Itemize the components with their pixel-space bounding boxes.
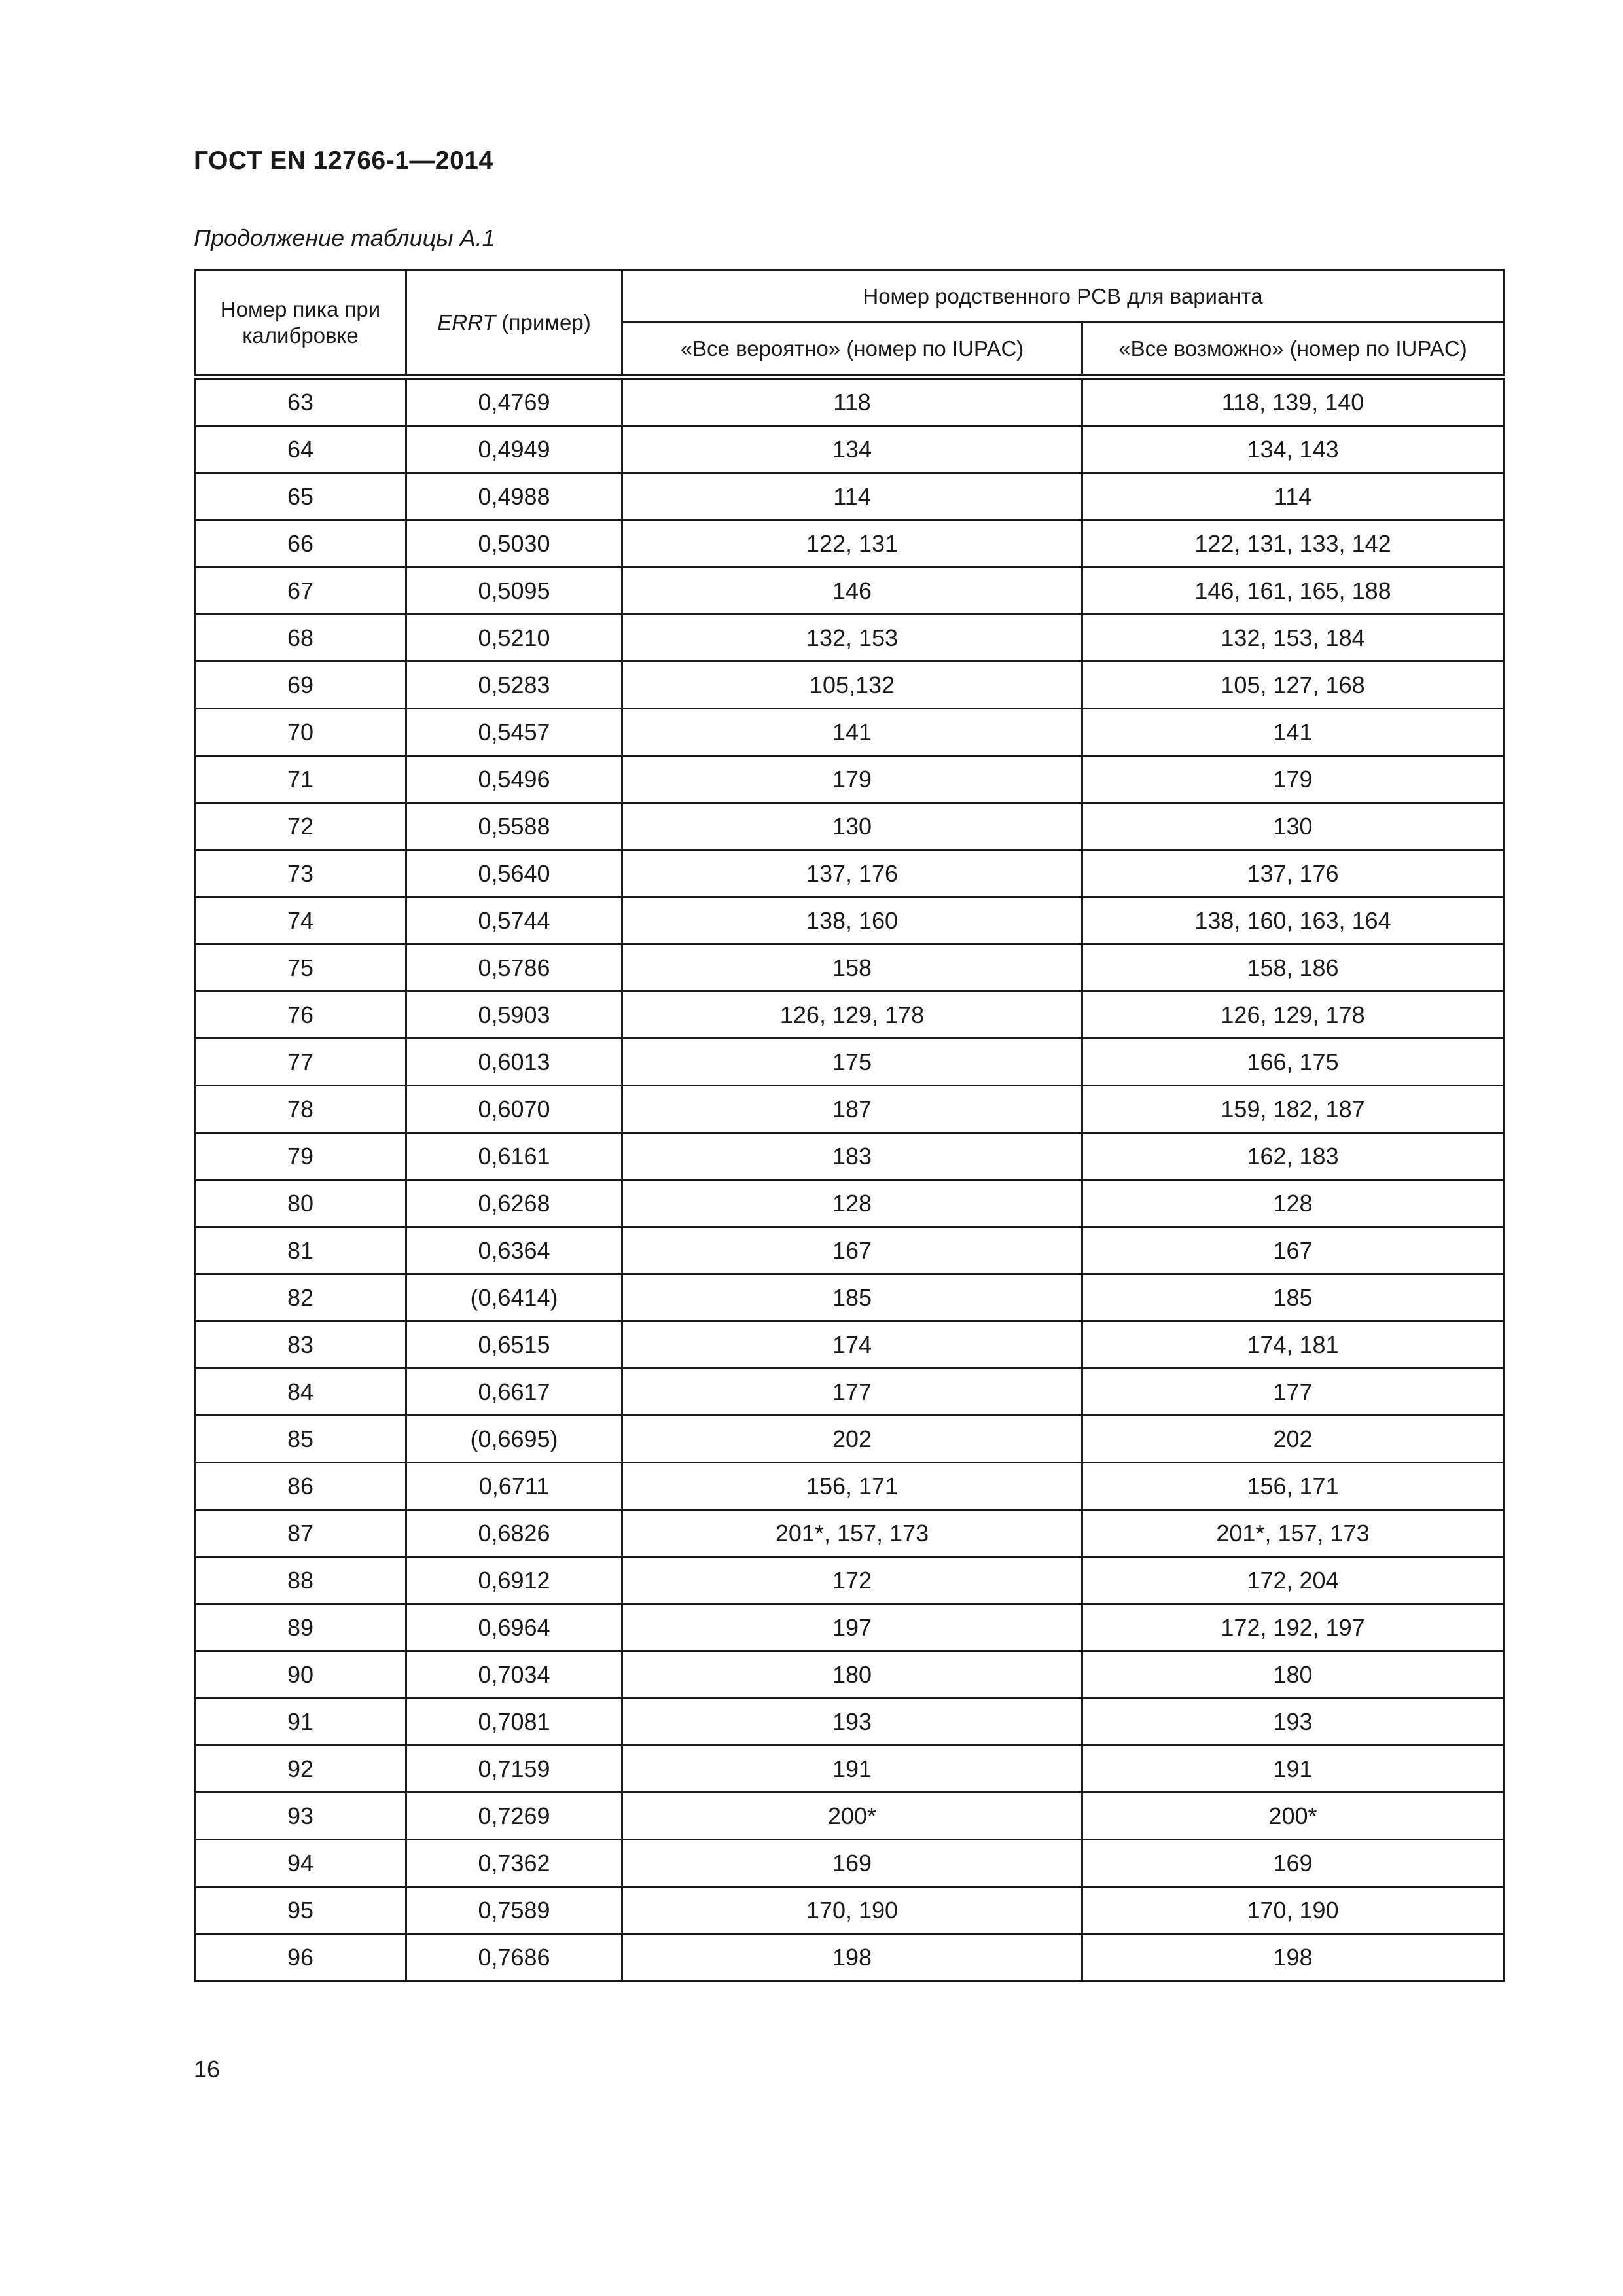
cell-all-probable: 179	[622, 756, 1082, 803]
cell-errt: 0,6711	[406, 1463, 622, 1510]
table-row	[195, 756, 1504, 803]
table-row	[195, 1180, 1504, 1227]
cell-all-possible: 166, 175	[1082, 1039, 1504, 1086]
cell-all-possible: 105, 127, 168	[1082, 662, 1504, 709]
cell-errt: (0,6695)	[406, 1416, 622, 1463]
cell-errt: 0,4769	[406, 377, 622, 426]
cell-errt: 0,5210	[406, 615, 622, 662]
cell-peak-number: 84	[195, 1369, 406, 1416]
cell-peak-number: 72	[195, 803, 406, 850]
table-row	[195, 850, 1504, 897]
cell-peak-number: 89	[195, 1604, 406, 1651]
table-row	[195, 1698, 1504, 1746]
cell-all-probable: 126, 129, 178	[622, 992, 1082, 1039]
table-row	[195, 1133, 1504, 1180]
cell-all-possible: 170, 190	[1082, 1887, 1504, 1934]
cell-all-probable: 197	[622, 1604, 1082, 1651]
cell-errt: 0,5640	[406, 850, 622, 897]
cell-all-possible: 200*	[1082, 1793, 1504, 1840]
table-row	[195, 1793, 1504, 1840]
cell-errt: 0,5903	[406, 992, 622, 1039]
page-number: 16	[194, 2056, 221, 2083]
cell-peak-number: 94	[195, 1840, 406, 1887]
document-header: ГОСТ EN 12766-1—2014	[194, 147, 493, 175]
cell-peak-number: 63	[195, 377, 406, 426]
table-row	[195, 1039, 1504, 1086]
table-row	[195, 1557, 1504, 1604]
table-row	[195, 1463, 1504, 1510]
cell-all-probable: 105,132	[622, 662, 1082, 709]
cell-errt: 0,6826	[406, 1510, 622, 1557]
cell-all-probable: 169	[622, 1840, 1082, 1887]
cell-all-probable: 170, 190	[622, 1887, 1082, 1934]
table-row	[195, 662, 1504, 709]
cell-all-probable: 138, 160	[622, 897, 1082, 944]
cell-all-possible: 138, 160, 163, 164	[1082, 897, 1504, 944]
cell-all-probable: 167	[622, 1227, 1082, 1274]
cell-all-possible: 179	[1082, 756, 1504, 803]
cell-all-possible: 132, 153, 184	[1082, 615, 1504, 662]
cell-all-probable: 191	[622, 1746, 1082, 1793]
cell-all-possible: 174, 181	[1082, 1321, 1504, 1369]
cell-errt: 0,6268	[406, 1180, 622, 1227]
cell-peak-number: 68	[195, 615, 406, 662]
table-row	[195, 803, 1504, 850]
cell-all-possible: 141	[1082, 709, 1504, 756]
cell-peak-number: 83	[195, 1321, 406, 1369]
cell-all-probable: 201*, 157, 173	[622, 1510, 1082, 1557]
cell-errt: 0,7034	[406, 1651, 622, 1698]
header-errt-note: (пример)	[495, 310, 591, 334]
cell-all-possible: 180	[1082, 1651, 1504, 1698]
cell-all-possible: 158, 186	[1082, 944, 1504, 992]
table-row	[195, 1604, 1504, 1651]
cell-all-possible: 177	[1082, 1369, 1504, 1416]
cell-peak-number: 93	[195, 1793, 406, 1840]
cell-errt: 0,6617	[406, 1369, 622, 1416]
cell-errt: 0,6964	[406, 1604, 622, 1651]
cell-all-possible: 134, 143	[1082, 426, 1504, 473]
cell-peak-number: 65	[195, 473, 406, 520]
cell-all-probable: 177	[622, 1369, 1082, 1416]
cell-peak-number: 64	[195, 426, 406, 473]
header-all-probable: «Все вероятно» (номер по IUPAC)	[622, 323, 1082, 377]
header-peak-number: Номер пика при калибровке	[195, 270, 406, 377]
cell-all-possible: 137, 176	[1082, 850, 1504, 897]
cell-all-probable: 137, 176	[622, 850, 1082, 897]
table-row	[195, 897, 1504, 944]
table-row	[195, 377, 1504, 426]
header-all-possible: «Все возможно» (номер по IUPAC)	[1082, 323, 1504, 377]
cell-all-probable: 175	[622, 1039, 1082, 1086]
table-row	[195, 1274, 1504, 1321]
cell-errt: (0,6414)	[406, 1274, 622, 1321]
cell-errt: 0,7589	[406, 1887, 622, 1934]
cell-all-probable: 156, 171	[622, 1463, 1082, 1510]
cell-all-possible: 169	[1082, 1840, 1504, 1887]
cell-errt: 0,7081	[406, 1698, 622, 1746]
table-row	[195, 1321, 1504, 1369]
cell-peak-number: 75	[195, 944, 406, 992]
cell-peak-number: 85	[195, 1416, 406, 1463]
cell-peak-number: 71	[195, 756, 406, 803]
cell-peak-number: 88	[195, 1557, 406, 1604]
table-row	[195, 1227, 1504, 1274]
cell-peak-number: 76	[195, 992, 406, 1039]
cell-all-probable: 183	[622, 1133, 1082, 1180]
cell-all-probable: 180	[622, 1651, 1082, 1698]
table-row	[195, 1651, 1504, 1698]
cell-all-possible: 159, 182, 187	[1082, 1086, 1504, 1133]
cell-errt: 0,7362	[406, 1840, 622, 1887]
table-row	[195, 520, 1504, 567]
cell-all-possible: 202	[1082, 1416, 1504, 1463]
cell-peak-number: 92	[195, 1746, 406, 1793]
cell-errt: 0,4988	[406, 473, 622, 520]
cell-all-possible: 191	[1082, 1746, 1504, 1793]
table-row	[195, 1086, 1504, 1133]
cell-all-possible: 126, 129, 178	[1082, 992, 1504, 1039]
table-row	[195, 426, 1504, 473]
cell-peak-number: 74	[195, 897, 406, 944]
cell-all-possible: 193	[1082, 1698, 1504, 1746]
header-errt	[406, 270, 622, 377]
cell-peak-number: 66	[195, 520, 406, 567]
cell-errt: 0,7159	[406, 1746, 622, 1793]
cell-peak-number: 91	[195, 1698, 406, 1746]
cell-all-probable: 200*	[622, 1793, 1082, 1840]
cell-errt: 0,5496	[406, 756, 622, 803]
cell-errt: 0,6070	[406, 1086, 622, 1133]
cell-all-possible: 146, 161, 165, 188	[1082, 567, 1504, 615]
cell-all-probable: 118	[622, 377, 1082, 426]
cell-all-probable: 185	[622, 1274, 1082, 1321]
cell-all-probable: 193	[622, 1698, 1082, 1746]
cell-all-probable: 122, 131	[622, 520, 1082, 567]
cell-all-probable: 146	[622, 567, 1082, 615]
cell-all-probable: 172	[622, 1557, 1082, 1604]
cell-peak-number: 86	[195, 1463, 406, 1510]
table-row	[195, 944, 1504, 992]
cell-all-possible: 198	[1082, 1934, 1504, 1981]
cell-all-possible: 114	[1082, 473, 1504, 520]
cell-peak-number: 87	[195, 1510, 406, 1557]
cell-all-possible: 172, 192, 197	[1082, 1604, 1504, 1651]
cell-errt: 0,5095	[406, 567, 622, 615]
table-row	[195, 709, 1504, 756]
header-related-pcb: Номер родственного PCB для варианта	[622, 270, 1504, 323]
cell-errt: 0,7269	[406, 1793, 622, 1840]
cell-errt: 0,6161	[406, 1133, 622, 1180]
cell-peak-number: 81	[195, 1227, 406, 1274]
cell-all-possible: 172, 204	[1082, 1557, 1504, 1604]
cell-errt: 0,5786	[406, 944, 622, 992]
cell-peak-number: 90	[195, 1651, 406, 1698]
cell-peak-number: 96	[195, 1934, 406, 1981]
cell-errt: 0,5588	[406, 803, 622, 850]
header-errt-abbrev: ERRT	[437, 310, 496, 334]
cell-all-possible: 130	[1082, 803, 1504, 850]
cell-all-possible: 185	[1082, 1274, 1504, 1321]
cell-errt: 0,6013	[406, 1039, 622, 1086]
table-caption: Продолжение таблицы А.1	[194, 224, 495, 251]
cell-peak-number: 69	[195, 662, 406, 709]
cell-all-possible: 201*, 157, 173	[1082, 1510, 1504, 1557]
table-row	[195, 1369, 1504, 1416]
cell-all-probable: 130	[622, 803, 1082, 850]
cell-errt: 0,5457	[406, 709, 622, 756]
cell-all-possible: 128	[1082, 1180, 1504, 1227]
cell-peak-number: 78	[195, 1086, 406, 1133]
cell-errt: 0,4949	[406, 426, 622, 473]
cell-peak-number: 73	[195, 850, 406, 897]
table-row	[195, 615, 1504, 662]
table-row	[195, 1934, 1504, 1981]
cell-errt: 0,6912	[406, 1557, 622, 1604]
cell-peak-number: 79	[195, 1133, 406, 1180]
cell-all-probable: 128	[622, 1180, 1082, 1227]
table-row	[195, 567, 1504, 615]
table-row	[195, 1416, 1504, 1463]
cell-peak-number: 77	[195, 1039, 406, 1086]
cell-all-probable: 114	[622, 473, 1082, 520]
cell-errt: 0,6364	[406, 1227, 622, 1274]
table-row	[195, 1746, 1504, 1793]
cell-all-probable: 134	[622, 426, 1082, 473]
cell-all-probable: 202	[622, 1416, 1082, 1463]
cell-errt: 0,7686	[406, 1934, 622, 1981]
cell-all-probable: 174	[622, 1321, 1082, 1369]
cell-errt: 0,5283	[406, 662, 622, 709]
table-row	[195, 992, 1504, 1039]
cell-errt: 0,6515	[406, 1321, 622, 1369]
cell-all-possible: 156, 171	[1082, 1463, 1504, 1510]
cell-errt: 0,5030	[406, 520, 622, 567]
table-row	[195, 473, 1504, 520]
cell-peak-number: 80	[195, 1180, 406, 1227]
cell-all-probable: 158	[622, 944, 1082, 992]
cell-peak-number: 67	[195, 567, 406, 615]
table-row	[195, 1887, 1504, 1934]
cell-all-probable: 187	[622, 1086, 1082, 1133]
cell-peak-number: 95	[195, 1887, 406, 1934]
cell-all-possible: 118, 139, 140	[1082, 377, 1504, 426]
cell-all-probable: 198	[622, 1934, 1082, 1981]
table-row	[195, 1510, 1504, 1557]
cell-all-probable: 132, 153	[622, 615, 1082, 662]
table-row	[195, 1840, 1504, 1887]
cell-all-probable: 141	[622, 709, 1082, 756]
table-body	[195, 377, 1504, 1981]
cell-peak-number: 70	[195, 709, 406, 756]
cell-errt: 0,5744	[406, 897, 622, 944]
cell-all-possible: 122, 131, 133, 142	[1082, 520, 1504, 567]
cell-peak-number: 82	[195, 1274, 406, 1321]
cell-all-possible: 167	[1082, 1227, 1504, 1274]
calibration-table	[194, 269, 1505, 1982]
cell-all-possible: 162, 183	[1082, 1133, 1504, 1180]
